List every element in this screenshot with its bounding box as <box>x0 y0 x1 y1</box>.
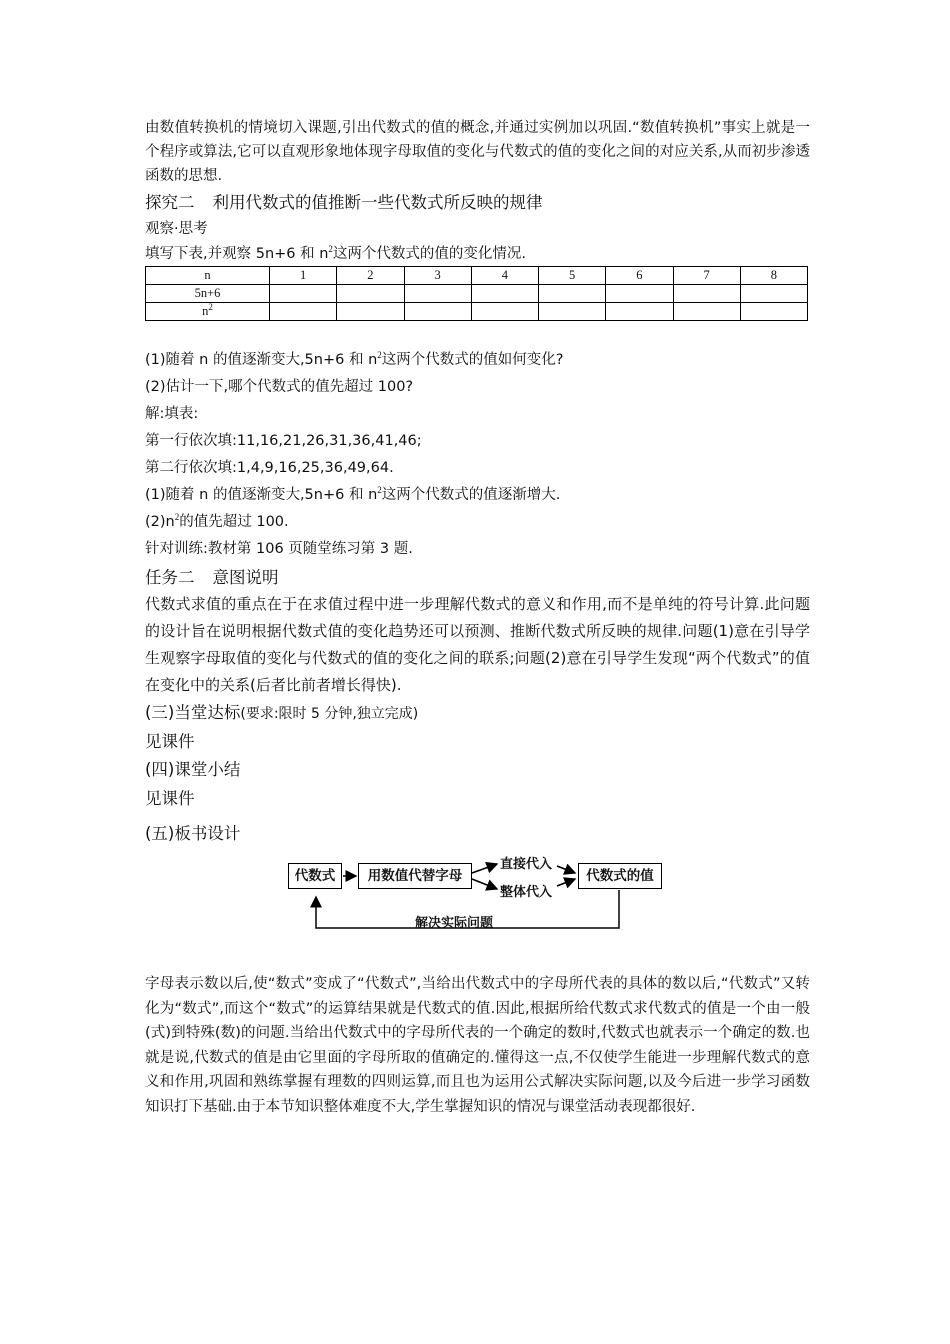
a1-sup: 2 <box>377 485 382 496</box>
answer-1 <box>145 482 810 509</box>
explore2-heading <box>145 190 810 216</box>
explore2-label: 探究二 <box>145 193 195 212</box>
section4-title: (四)课堂小结 <box>145 760 241 779</box>
task2-label: 任务二 <box>145 568 195 587</box>
table-cell <box>740 285 807 303</box>
answer-row2: 第二行依次填:1,4,9,16,25,36,49,64. <box>145 460 394 476</box>
observe-label: 观察·思考 <box>145 221 208 237</box>
board-box-expression: 代数式 <box>288 863 342 889</box>
table-col-1: 1 <box>270 267 337 285</box>
table-col-8: 8 <box>740 267 807 285</box>
task2-heading <box>145 565 810 591</box>
table-header-label: n <box>146 267 270 285</box>
instruction-sup: 2 <box>328 244 333 255</box>
table-row-n2 <box>146 303 808 321</box>
q1-prefix: (1)随着 n 的值逐渐变大,5n+6 和 n <box>145 352 378 368</box>
table-cell <box>337 285 404 303</box>
section3-title: (三)当堂达标 <box>145 703 241 722</box>
board-box-value: 代数式的值 <box>578 863 662 889</box>
section5-title: (五)板书设计 <box>145 824 241 843</box>
table-header-row <box>146 267 808 285</box>
table-col-5: 5 <box>539 267 606 285</box>
section4-body: 见课件 <box>145 789 195 808</box>
table-cell <box>404 285 471 303</box>
board-loop-label: 解决实际问题 <box>415 916 494 931</box>
arrow-down <box>472 879 497 889</box>
row2-label-base: n <box>202 304 209 318</box>
table-cell <box>539 303 606 321</box>
board-box-substitute: 用数值代替字母 <box>358 863 472 889</box>
question-2: (2)估计一下,哪个代数式的值先超过 100? <box>145 379 414 395</box>
a2-sup: 2 <box>174 512 180 523</box>
table-cell <box>606 303 673 321</box>
intent-paragraph: 代数式求值的重点在于在求值过程中进一步理解代数式的意义和作用,而不是单纯的符号计算.此问题的设计旨在说明根据代数式值的变化趋势还可以预测、推断代数式所反映的规律.问题(1)意在引导学生观察字母取值的变化与代数式的值的变化之间的联系;问题(2)意在引导学生发现“两个代数式”的值在变化中的关系(后者比前者增长得快). <box>145 595 810 694</box>
table-cell <box>471 285 538 303</box>
table-cell <box>606 285 673 303</box>
board-branch-whole: 整体代入 <box>500 885 553 900</box>
a1-prefix: (1)随着 n 的值逐渐变大,5n+6 和 n <box>145 487 378 503</box>
table-col-7: 7 <box>673 267 740 285</box>
table-cell <box>673 285 740 303</box>
table-col-3: 3 <box>404 267 471 285</box>
table-cell <box>404 303 471 321</box>
question-1 <box>145 347 810 374</box>
arrow-up <box>472 864 497 873</box>
table-row1-label: 5n+6 <box>146 285 270 303</box>
reflection-paragraph: 字母表示数以后,使“数式”变成了“代数式”,当给出代数式中的字母所代表的具体的数以后,“代数式”又转化为“数式”,而这个“数式”的运算结果就是代数式的值.因此,根据所给代数式求代数式的值是一个由一般(式)到特殊(数)的问题.当给出代数式中的字母所代表的一个确定的数时,代数式也就表示一个确定的数.也就是说,代数式的值是由它里面的字母所取的值确定的.懂得这一点,不仅使学生能进一步理解代数式的意义和作用,巩固和熟练掌握有理数的四则运算,而且也为运用公式解决实际问题,以及今后进一步学习函数知识打下基础.由于本节知识整体难度不大,学生掌握知识的情况与课堂活动表现都很好. <box>145 976 810 1115</box>
table-col-4: 4 <box>471 267 538 285</box>
section3-body: 见课件 <box>145 732 195 751</box>
practice-line: 针对训练:教材第 106 页随堂练习第 3 题. <box>145 541 413 557</box>
table-cell <box>270 285 337 303</box>
section3-note: (要求:限时 5 分钟,独立完成) <box>240 706 419 722</box>
instruction-prefix: 填写下表,并观察 5n+6 和 n <box>145 246 329 262</box>
arrow-bottom-join <box>557 879 575 886</box>
row2-label-sup: 2 <box>208 301 213 312</box>
task2-title: 意图说明 <box>212 568 279 587</box>
table-instruction <box>145 242 810 266</box>
q1-sup: 2 <box>377 350 382 361</box>
section3-heading <box>145 699 810 728</box>
table-cell <box>471 303 538 321</box>
table-col-6: 6 <box>606 267 673 285</box>
q1-suffix: 这两个代数式的值如何变化? <box>381 352 564 368</box>
arrow-top-join <box>557 866 575 873</box>
answer-2 <box>145 509 810 536</box>
board-branch-direct: 直接代入 <box>500 857 553 872</box>
table-cell <box>539 285 606 303</box>
a2-suffix: 的值先超过 100. <box>179 514 289 530</box>
a1-suffix: 这两个代数式的值逐渐增大. <box>381 487 561 503</box>
table-cell <box>337 303 404 321</box>
table-cell <box>270 303 337 321</box>
table-row2-label <box>146 303 270 321</box>
table-cell <box>740 303 807 321</box>
board-design-diagram <box>145 857 810 942</box>
answer-label: 解:填表: <box>145 406 199 422</box>
table-col-2: 2 <box>337 267 404 285</box>
document-body <box>145 116 810 1119</box>
value-table <box>145 266 808 321</box>
instruction-suffix: 这两个代数式的值的变化情况. <box>332 246 527 262</box>
explore2-title: 利用代数式的值推断一些代数式所反映的规律 <box>212 193 543 212</box>
intro-paragraph: 由数值转换机的情境切入课题,引出代数式的值的概念,并通过实例加以巩固.“数值转换机”事实上就是一个程序或算法,它可以直观形象地体现字母取值的变化与代数式的值的变化之间的对应关系,从而初步渗透函数的思想. <box>145 120 810 184</box>
a2-prefix: (2)n <box>145 514 175 530</box>
table-row-5n6 <box>146 285 808 303</box>
answer-row1: 第一行依次填:11,16,21,26,31,36,41,46; <box>145 433 422 449</box>
table-cell <box>673 303 740 321</box>
